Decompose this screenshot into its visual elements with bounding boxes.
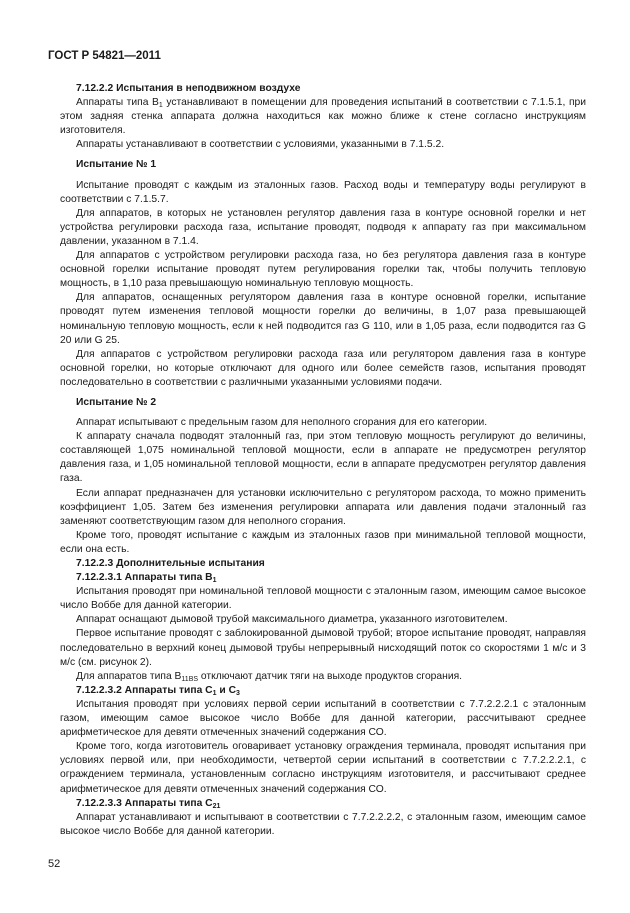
paragraph: Испытания проводят при номинальной тепловой мощности с эталонным газом, имеющим самое высокое число Воббе для данной категории. — [60, 586, 586, 612]
subsection-heading-7-12-2-3-2: 7.12.2.3.2 Аппараты типа $С_1$ и $С_3$ — [76, 684, 240, 697]
paragraph: Первое испытание проводят с заблокированной дымовой трубой; второе испытание проводят, направляя последовательно в верхний конец дымовой трубы непрерывный нисходящий поток со скоростями 1 м/с и 3 м/с (см. рисунок 2). — [60, 628, 586, 668]
document-header: ГОСТ Р 54821—2011 — [48, 50, 161, 62]
paragraph: Аппарат оснащают дымовой трубой максимального диаметра, указанного изготовителем. — [76, 614, 508, 626]
paragraph: Испытание проводят с каждым из эталонных газов. Расход воды и температуру воды регулируют в соответствии с 7.1.5.7. — [60, 179, 586, 205]
paragraph: Для аппаратов с устройством регулировки расхода газа, но без регулятора давления газа в контуре основной горелки испытание проводят путем регулирования горелки так, чтобы получить тепловую мощность, в 1,10 раза превышающую номинальную тепловую мощность. — [60, 250, 586, 290]
paragraph: Кроме того, когда изготовитель оговаривает установку ограждения терминала, проводят испытания при условиях первой или, при необходимости, четвертой серии испытаний в соответствии с 7.7.2.2.2.1, с ограждением терминала, установленным согласно инструкциям изготовителя, и рассчитывают среднее арифметическое для девяти отмеченных значений содержания СО. — [60, 741, 586, 795]
page-number: 52 — [48, 858, 61, 870]
subsection-heading-7-12-2-3-3: 7.12.2.3.3 Аппараты типа $С_{21}$ — [76, 797, 221, 810]
test-1-heading: Испытание № 1 — [76, 159, 157, 171]
paragraph: Для аппаратов типа $В_{11BS}$ отключают датчик тяги на выходе продуктов сгорания. — [76, 670, 463, 683]
test-2-heading: Испытание № 2 — [76, 396, 157, 408]
paragraph: Аппарат испытывают с предельным газом для неполного сгорания для его категории. — [76, 417, 488, 429]
paragraph: Для аппаратов, оснащенных регулятором давления газа в контуре основной горелки, испытание проводят путем изменения тепловой мощности горелки до величины, в 1,07 раза превышающей номинальную тепловую мощность, если к ней подводится газ G 110, или в 1,05 раза, если подводится газ G 20 или G 25. — [60, 292, 586, 346]
section-heading-7-12-2-2: 7.12.2.2 Испытания в неподвижном воздухе — [76, 83, 301, 94]
page-content — [60, 82, 586, 839]
paragraph: Аппараты устанавливают в соответствии с условиями, указанными в 7.1.5.2. — [76, 139, 445, 151]
section-heading-7-12-2-3: 7.12.2.3 Дополнительные испытания — [76, 558, 265, 569]
paragraph: Кроме того, проводят испытание с каждым из эталонных газов при минимальной тепловой мощности, если она есть. — [60, 529, 586, 555]
paragraph: К аппарату сначала подводят эталонный газ, при этом тепловую мощность регулируют до величины, составляющей 1,075 номинальной тепловой мощности, если в аппарате не предусмотрен регулятор давления газа, и 1,05 номинальной тепловой мощности, если в аппарате предусмотрен регулятор давления газа. — [60, 431, 586, 485]
paragraph: Если аппарат предназначен для установки исключительно с регулятором расхода, то можно применить коэффициент 1,05. Затем без изменения регулировки аппарата или давления подачи эталонный газ заменяют соответствующим газом для неполного сгорания. — [60, 487, 586, 527]
subsection-heading-7-12-2-3-1: 7.12.2.3.1 Аппараты типа $В_1$ — [76, 572, 217, 585]
paragraph: Аппарат устанавливают и испытывают в соответствии с 7.7.2.2.2.2, с эталонным газом, имеющим самое высокое число Воббе для данной категории. — [60, 811, 586, 837]
paragraph: Аппараты типа $В_1$ устанавливают в помещении для проведения испытаний в соответствии с 7.1.5.1, при этом задняя стенка аппарата должна находиться как можно ближе к стене согласно инструкциям изготовителя. — [60, 97, 587, 137]
paragraph: Для аппаратов с устройством регулировки расхода газа или регулятором давления газа в контуре основной горелки, но которые отключают для одного или более семейств газов, испытания проводят последовательно в соответствии с различными указанными условиями подачи. — [60, 348, 586, 388]
paragraph: Испытания проводят при условиях первой серии испытаний в соответствии с 7.7.2.2.2.1 с эталонным газом, имеющим самое высокое число Воббе для данной категории, рассчитывают среднее арифметическое для девяти отмеченных значений содержания СО. — [60, 698, 586, 739]
paragraph: Для аппаратов, в которых не установлен регулятор давления газа в контуре основной горелки и нет устройства регулировки расхода газа, испытание проводят, подводя к аппарату газ при максимальном давлении, указанном в 7.1.4. — [60, 207, 586, 247]
